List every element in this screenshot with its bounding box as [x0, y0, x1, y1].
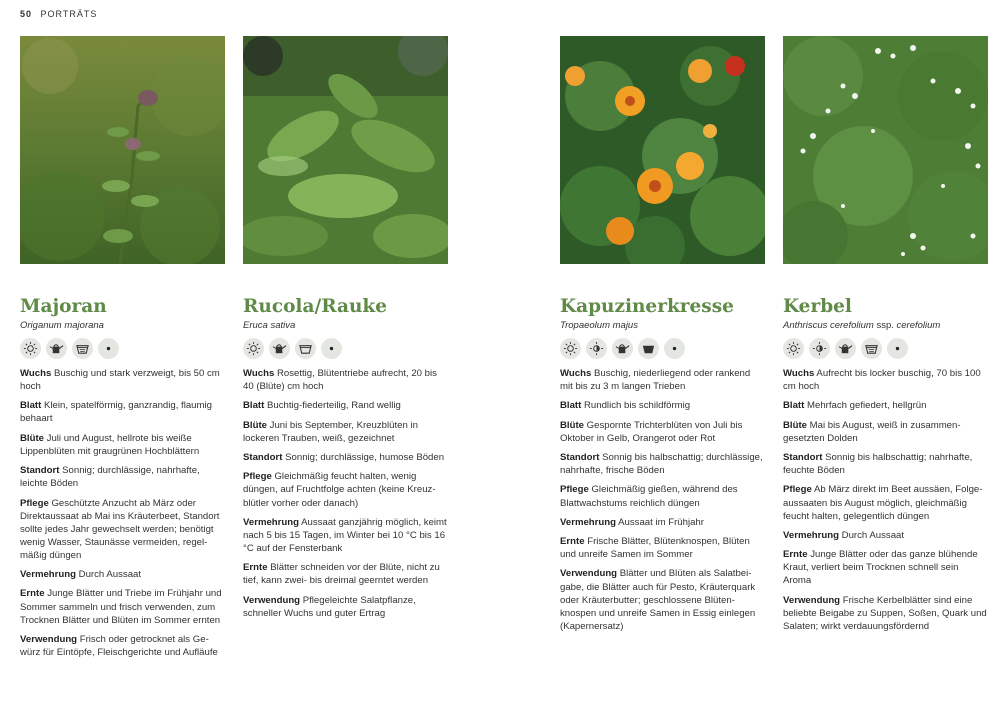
detail-verwendung: Verwendung Frische Kerbelblätter sind eine beliebte Beigabe zu Suppen, Soßen, Quark und Salaten; wirkt verdauungsfördernd: [783, 594, 987, 632]
detail-bluete: Blüte Juni bis September, Kreuzblüten in lockeren Trauben, weiß, gezeichnet: [243, 419, 418, 444]
detail-blatt: Blatt Rundlich bis schildförmig: [560, 400, 691, 412]
detail-ernte: Ernte Frische Blätter, Blütenknospen, Blüten und unreife Samen im Sommer: [560, 536, 750, 561]
sun-icon: [20, 338, 41, 359]
detail-pflege: Pflege Gleichmäßig gießen, während des Blattwachstums reichlich düngen: [560, 484, 738, 509]
detail-verwendung: Verwendung Blätter und Blüten als Salatbeigabe, die Blätter auch für Pesto, Kräuterquark oder Kräuterbutter; geschlossene Blütenknospen und unreife Samen in Essig einlegen (Kapernersatz): [560, 568, 756, 632]
detail-ernte: Ernte Junge Blätter oder das ganze blühende Kraut, verliert beim Trocknen schnell sein Aroma: [783, 549, 978, 587]
detail-verwendung: Verwendung Pflegeleichte Salatpflanze, schneller Wuchs und guter Ertrag: [243, 594, 416, 619]
detail-blatt: Blatt Mehrfach gefiedert, hellgrün: [783, 400, 927, 412]
detail-wuchs: Wuchs Buschig, niederliegend oder rankend mit bis zu 3 m langen Trieben: [560, 368, 751, 393]
detail-verwendung: Verwendung Frisch oder getrocknet als Gewürz für Eintöpfe, Fleischgerichte und Aufläufe: [20, 633, 218, 658]
detail-vermehrung: Vermehrung Aussaat im Frühjahr: [560, 516, 704, 528]
detail-standort: Standort Sonnig bis halbschattig; durchlässige, nahrhafte, frische Böden: [560, 452, 763, 477]
dot-icon: [887, 338, 908, 359]
rucola-photo: [243, 36, 448, 264]
care-icons: [20, 338, 225, 360]
detail-blatt: Blatt Klein, spatelförmig, ganzrandig, flaumig behaart: [20, 400, 212, 425]
dot-icon: [664, 338, 685, 359]
pot-icon: [295, 338, 316, 359]
plant-name: Kerbel: [783, 296, 852, 317]
majoran-photo: [20, 36, 225, 264]
page-header: [20, 9, 97, 19]
half-shade-icon: [586, 338, 607, 359]
detail-wuchs: Wuchs Rosettig, Blütentriebe aufrecht, 20 bis 40 (Blüte) cm hoch: [243, 368, 437, 393]
detail-pflege: Pflege Ab März direkt im Beet aussäen, Folgeaussaaten bis August möglich, gleichmäßig feucht halten, gelegentlich düngen: [783, 484, 983, 522]
plant-details: [783, 367, 988, 633]
sun-icon: [560, 338, 581, 359]
plant-card-rucola: [243, 36, 448, 626]
care-icons: [243, 338, 448, 360]
dot-icon: [321, 338, 342, 359]
detail-bluete: Blüte Juli und August, hellrote bis weiße Lippenblüten mit graugrünen Hochblättern: [20, 432, 200, 457]
plant-latin-name: Origanum majorana: [20, 320, 104, 331]
pot-icon: [72, 338, 93, 359]
detail-vermehrung: Vermehrung Durch Aussaat: [20, 569, 142, 581]
watering-can-icon: [835, 338, 856, 359]
plant-card-kerbel: [783, 36, 988, 639]
plant-name: Rucola/Rauke: [243, 296, 388, 317]
detail-vermehrung: Vermehrung Aussaat ganzjährig möglich, keimt nach 5 bis 15 Tagen, im Winter bei 10 °C bis 16 °C auf der Fensterbank: [243, 516, 447, 554]
plant-details: [243, 367, 448, 620]
kapuzinerkresse-photo: [560, 36, 765, 264]
plant-card-kapuzinerkresse: [560, 36, 765, 639]
plant-name: Kapuzinerkresse: [560, 296, 734, 317]
detail-blatt: Blatt Buchtig-fiederteilig, Rand wellig: [243, 400, 401, 412]
detail-ernte: Ernte Blätter schneiden vor der Blüte, nicht zu tief, kann zwei- bis dreimal geerntet werden: [243, 562, 440, 587]
plant-latin-name: Anthriscus cerefolium ssp. cerefolium: [783, 320, 941, 331]
detail-pflege: Pflege Gleichmäßig feucht halten, wenig düngen, auf Fruchtfolge achten (keine Kreuzblütler vorher oder danach): [243, 471, 436, 509]
section-title: PORTRÄTS: [40, 9, 98, 19]
kerbel-photo: [783, 36, 988, 264]
plant-details: [20, 367, 225, 659]
plant-latin-name: Tropaeolum majus: [560, 320, 638, 331]
detail-standort: Standort Sonnig; durchlässige, nahrhafte, leichte Böden: [20, 465, 200, 490]
dot-icon: [98, 338, 119, 359]
care-icons: [560, 338, 765, 360]
half-shade-icon: [809, 338, 830, 359]
watering-can-icon: [269, 338, 290, 359]
plant-latin-name: Eruca sativa: [243, 320, 296, 331]
detail-bluete: Blüte Gespornte Trichterblüten von Juli bis Oktober in Gelb, Orangerot oder Rot: [560, 419, 743, 444]
bowl-icon: [638, 338, 659, 359]
detail-wuchs: Wuchs Aufrecht bis locker buschig, 70 bis 100 cm hoch: [783, 368, 981, 393]
detail-ernte: Ernte Junge Blätter und Triebe im Frühjahr und Sommer sammeln und frisch verwenden, zum Trocknen Blätter und Blüten im Sommer ernten: [20, 588, 222, 626]
detail-pflege: Pflege Geschützte Anzucht ab März oder Direktaussaat ab Mai ins Kräuterbeet, Standort sollte jedes Jahr gewechselt werden; benötigt wenig Wasser, Staunässe vermeiden, regelmäßig düngen: [20, 497, 220, 561]
page-number: 50: [20, 9, 33, 19]
detail-wuchs: Wuchs Buschig und stark verzweigt, bis 50 cm hoch: [20, 368, 220, 393]
pot-icon: [861, 338, 882, 359]
watering-can-icon: [46, 338, 67, 359]
detail-bluete: Blüte Mai bis August, weiß in zusammengesetzten Dolden: [783, 419, 961, 444]
sun-icon: [243, 338, 264, 359]
detail-standort: Standort Sonnig bis halbschattig; nahrhafte, feuchte Böden: [783, 452, 973, 477]
detail-standort: Standort Sonnig; durchlässige, humose Böden: [243, 452, 445, 464]
plant-name: Majoran: [20, 296, 107, 317]
care-icons: [783, 338, 988, 360]
plant-card-majoran: [20, 36, 225, 665]
sun-icon: [783, 338, 804, 359]
detail-vermehrung: Vermehrung Durch Aussaat: [783, 529, 905, 541]
watering-can-icon: [612, 338, 633, 359]
plant-details: [560, 367, 765, 633]
